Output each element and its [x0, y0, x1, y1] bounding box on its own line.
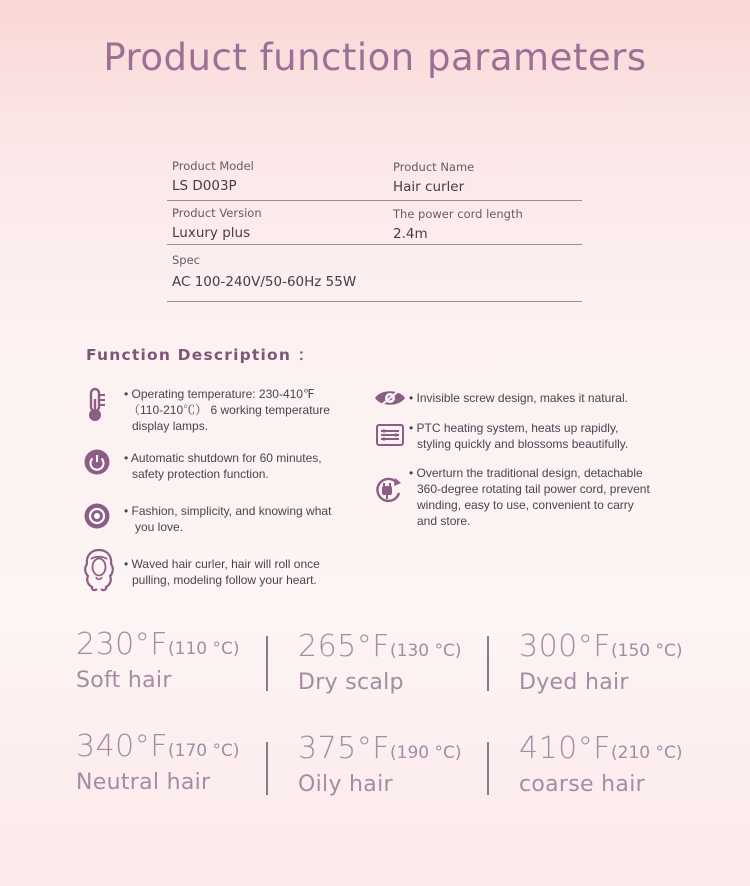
spec-cord	[393, 207, 523, 242]
feature-line: styling quickly and blossoms beautifully.	[417, 437, 629, 451]
feature-rotating-cord	[409, 465, 709, 529]
temp-hair-type: Soft hair	[76, 668, 172, 693]
temp-celsius: (190 °C)	[390, 743, 462, 763]
temp-fahrenheit: 265°F	[298, 629, 391, 664]
spec-version-value: Luxury plus	[172, 225, 251, 241]
page-title: Product function parameters	[103, 36, 647, 79]
hidden-eye-icon	[373, 387, 407, 409]
function-description-title: Function Description ：	[86, 346, 315, 364]
feature-invisible-screw	[409, 390, 699, 406]
feature-line: • Overturn the traditional design, detachable	[409, 466, 643, 480]
temp-fahrenheit: 340°F	[76, 729, 169, 764]
feature-line: display lamps.	[132, 419, 209, 433]
temp-celsius: (170 °C)	[168, 741, 240, 761]
spec-power	[172, 253, 356, 290]
spec-name-value: Hair curler	[393, 179, 465, 195]
feature-line: pulling, modeling follow your heart.	[132, 573, 317, 587]
divider	[266, 742, 268, 795]
thermometer-icon	[84, 387, 108, 423]
spec-name-label: Product Name	[393, 160, 475, 174]
feature-line: winding, easy to use, convenient to carry	[417, 498, 634, 512]
spec-model-value: LS D003P	[172, 178, 237, 194]
temp-hair-type: Dry scalp	[298, 670, 404, 695]
temp-celsius: (110 °C)	[168, 639, 240, 659]
feature-auto-shutdown	[124, 450, 364, 482]
temp-item	[76, 627, 276, 693]
spec-version	[172, 206, 262, 241]
temp-hair-type: Neutral hair	[76, 770, 211, 795]
temp-hair-type: coarse hair	[519, 772, 645, 797]
spec-cord-value: 2.4m	[393, 226, 428, 242]
feature-waved-curler	[124, 556, 364, 588]
temp-item	[76, 729, 276, 795]
feature-fashion	[124, 503, 364, 535]
temp-celsius: (150 °C)	[611, 641, 683, 661]
target-icon	[84, 503, 110, 529]
feature-temperature	[124, 386, 364, 434]
rotating-plug-icon	[373, 475, 403, 505]
temp-item	[519, 629, 719, 695]
spec-cord-label: The power cord length	[393, 207, 523, 221]
spec-version-label: Product Version	[172, 206, 262, 220]
feature-line: • Automatic shutdown for 60 minutes,	[124, 451, 322, 465]
temp-celsius: (210 °C)	[611, 743, 683, 763]
feature-line: 360-degree rotating tail power cord, prevent	[417, 482, 650, 496]
temp-hair-type: Dyed hair	[519, 670, 629, 695]
feature-ptc-heating	[409, 420, 699, 452]
temp-hair-type: Oily hair	[298, 772, 393, 797]
temp-item	[298, 731, 498, 797]
temp-fahrenheit: 375°F	[298, 731, 391, 766]
heater-coil-icon	[375, 423, 405, 447]
spec-name	[393, 160, 474, 195]
spec-model-label: Product Model	[172, 159, 254, 173]
feature-line: you love.	[135, 520, 184, 534]
feature-line: • Operating temperature: 230-410℉	[124, 387, 315, 401]
divider	[487, 636, 489, 691]
spec-divider	[167, 200, 582, 201]
temp-fahrenheit: 230°F	[76, 627, 169, 662]
temp-fahrenheit: 410°F	[519, 731, 612, 766]
divider	[487, 742, 489, 795]
spec-power-label: Spec	[172, 253, 200, 267]
divider	[266, 636, 268, 691]
feature-line: （110-210℃） 6 working temperature	[128, 403, 330, 417]
curly-hair-icon	[80, 546, 118, 592]
spec-divider	[167, 301, 582, 302]
feature-line: • Invisible screw design, makes it natural.	[409, 391, 628, 405]
temp-item	[519, 731, 719, 797]
feature-line: • PTC heating system, heats up rapidly,	[409, 421, 619, 435]
spec-divider	[167, 244, 582, 245]
spec-power-value: AC 100-240V/50-60Hz 55W	[172, 274, 357, 290]
feature-line: and store.	[417, 514, 471, 528]
feature-line: • Waved hair curler, hair will roll once	[124, 557, 320, 571]
power-icon	[84, 449, 110, 475]
temp-fahrenheit: 300°F	[519, 629, 612, 664]
feature-line: • Fashion, simplicity, and knowing what	[124, 504, 332, 518]
feature-line: safety protection function.	[132, 467, 269, 481]
temp-celsius: (130 °C)	[390, 641, 462, 661]
spec-model	[172, 159, 254, 194]
temp-item	[298, 629, 498, 695]
